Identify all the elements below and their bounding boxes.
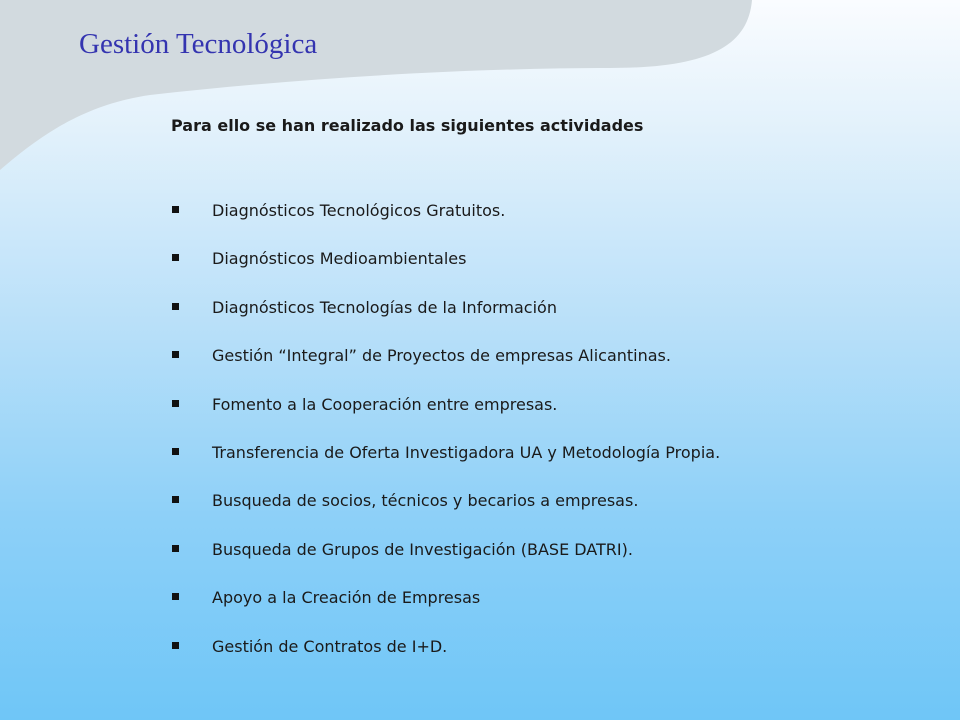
list-item — [172, 201, 720, 249]
list-item — [172, 588, 720, 636]
list-item — [172, 395, 720, 443]
square-bullet-icon — [172, 400, 179, 407]
list-item — [172, 491, 720, 539]
square-bullet-icon — [172, 545, 179, 552]
header-wave-shape — [0, 0, 960, 180]
list-item-text: Gestión de Contratos de I+D. — [212, 636, 448, 656]
list-item — [172, 540, 720, 588]
list-item-text: Diagnósticos Tecnológicos Gratuitos. — [212, 201, 506, 220]
slide-title: Gestión Tecnológica — [79, 28, 318, 60]
square-bullet-icon — [172, 303, 179, 310]
list-item-text: Gestión “Integral” de Proyectos de empresas Alicantinas. — [212, 346, 671, 366]
square-bullet-icon — [172, 593, 179, 600]
list-item — [172, 249, 720, 297]
slide-subtitle: Para ello se han realizado las siguientes actividades — [171, 116, 644, 135]
list-item-text: Transferencia de Oferta Investigadora UA y Metodología Propia. — [212, 442, 721, 462]
list-item-text: Busqueda de socios, técnicos y becarios a empresas. — [212, 491, 639, 511]
square-bullet-icon — [172, 206, 179, 213]
square-bullet-icon — [172, 496, 179, 503]
list-item-text: Diagnósticos Tecnologías de la Información — [212, 297, 557, 317]
square-bullet-icon — [172, 642, 179, 649]
square-bullet-icon — [172, 254, 179, 261]
list-item — [172, 298, 720, 346]
list-item — [172, 443, 720, 491]
square-bullet-icon — [172, 448, 179, 455]
list-item-text: Fomento a la Cooperación entre empresas. — [212, 394, 558, 414]
list-item — [172, 637, 720, 685]
list-item-text: Diagnósticos Medioambientales — [212, 249, 467, 269]
list-item — [172, 346, 720, 394]
list-item-text: Apoyo a la Creación de Empresas — [212, 588, 481, 608]
activity-list — [172, 201, 720, 685]
list-item-text: Busqueda de Grupos de Investigación (BASE DATRI). — [212, 539, 633, 559]
square-bullet-icon — [172, 351, 179, 358]
